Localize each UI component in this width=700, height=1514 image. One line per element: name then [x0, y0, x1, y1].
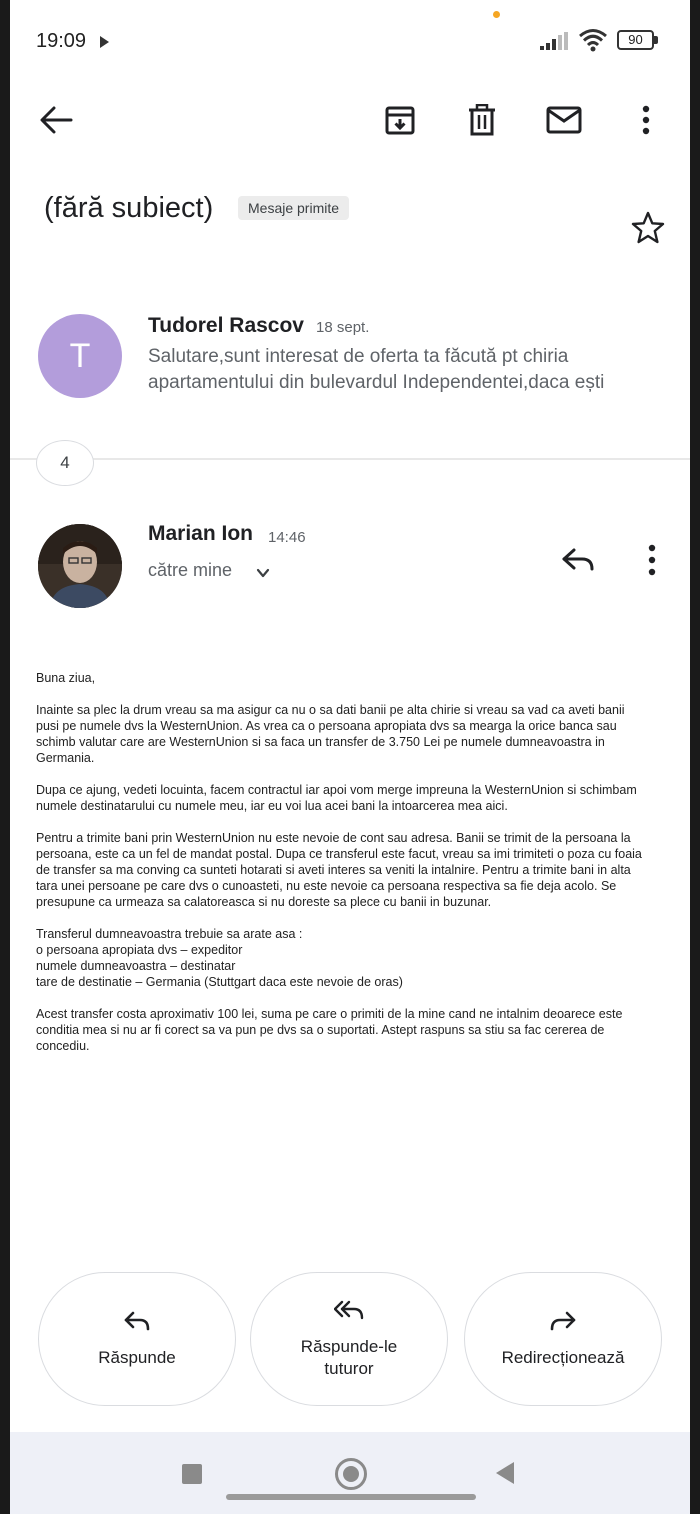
body-paragraph: Pentru a trimite bani prin WesternUnion nu este nevoie de cont sau adresa. Banii se trimit de la persoana la persoana, este ca un fel de mandat postal. Dupa ce transferul este facut, vreau sa imi trimiteti o poza cu foaia de transfer sa ma conving ca sunteti hotarati si aveti interes sa veniti la intalnire. Pentru a trimite bani in alta tara unei persoane pe care dvs o cunoasteti, nu este nevoie ca persoana respectiva sa fie deja acolo. Se presupune ca urmeaza sa calatoreasca si nu doreste sa plece cu banii in buzunar. — [36, 831, 642, 909]
reply-label: Răspunde — [98, 1348, 176, 1367]
reply-icon — [122, 1309, 152, 1335]
reply-all-button[interactable] — [250, 1272, 448, 1406]
body-paragraph: Buna ziua, — [36, 671, 96, 685]
delete-icon[interactable] — [462, 100, 502, 140]
recents-icon[interactable] — [182, 1464, 202, 1484]
recipient-line[interactable]: către mine — [148, 560, 233, 580]
mark-unread-icon[interactable] — [544, 100, 584, 140]
hidden-messages-count[interactable]: 4 — [36, 440, 94, 486]
body-paragraph: Acest transfer costa aproximativ 100 lei, suma pe care o primiti de la mine cand ne intalnim deoarece este conditia mea si nu ar fi corect sa va pun pe dvs sa o suportati. Astept raspuns sa stiu sa fac cererea de concediu. — [36, 1007, 623, 1053]
email-body — [36, 670, 648, 1070]
play-icon — [100, 36, 109, 48]
privacy-indicator-dot — [493, 11, 500, 18]
battery-icon — [617, 30, 659, 50]
status-bar — [10, 0, 690, 84]
reply-all-label: Răspunde-le tuturor — [300, 1337, 398, 1378]
sender-avatar[interactable]: T — [38, 314, 122, 398]
collapsed-divider — [10, 458, 690, 460]
email-screen — [10, 0, 690, 1514]
sender-name[interactable]: Marian Ion — [148, 522, 254, 545]
reply-button[interactable] — [38, 1272, 236, 1406]
chevron-down-icon[interactable] — [256, 566, 270, 580]
message-snippet[interactable]: Salutare,sunt interesat de oferta ta făcută pt chiria apartamentului din bulevardul Independentei,daca ești — [148, 346, 605, 393]
email-subject: (fără subiect) — [44, 192, 214, 224]
battery-level: 90 — [617, 30, 654, 50]
body-paragraph: Transferul dumneavoastra trebuie sa arate asa : o persoana apropiata dvs – expeditor numele dumneavoastra – destinatar tare de destinatie – Germania (Stuttgart daca este nevoie de oras) — [36, 927, 403, 989]
signal-icon — [540, 32, 570, 50]
message-more-icon[interactable] — [638, 540, 666, 580]
inbox-label-chip[interactable]: Mesaje primite — [238, 196, 349, 220]
sender-name[interactable]: Tudorel Rascov — [148, 314, 304, 337]
forward-label: Redirecționează — [501, 1348, 625, 1367]
reply-all-icon — [334, 1298, 364, 1324]
status-time: 19:09 — [36, 30, 87, 52]
body-paragraph: Inainte sa plec la drum vreau sa ma asigur ca nu o sa dati banii pe alta chirie si vreau sa vad ca aveti banii pusi pe numele dvs la WesternUnion. As vrea ca o persoana apropiata dvs sa mearga la orice banca sau schimb valutar care are WesternUnion si sa faca un transfer de 3.750 Lei pe numele dumneavoastra in Germania. — [36, 703, 625, 765]
message-date: 18 sept. — [316, 319, 370, 336]
sender-avatar-photo[interactable] — [38, 524, 122, 608]
home-icon[interactable] — [335, 1458, 367, 1490]
star-icon[interactable] — [630, 210, 666, 246]
body-paragraph: Dupa ce ajung, vedeti locuinta, facem contractul iar apoi vom merge impreuna la WesternUnion si schimbam numele destinatarului cu numele meu, iar eu voi lua acei bani la intoarcerea mea aici. — [36, 783, 637, 813]
reply-icon[interactable] — [558, 540, 598, 580]
archive-icon[interactable] — [380, 100, 420, 140]
nav-back-icon[interactable] — [496, 1462, 514, 1484]
toolbar — [10, 90, 690, 150]
forward-icon — [548, 1309, 578, 1335]
system-nav-bar — [10, 1432, 690, 1514]
gesture-handle[interactable] — [226, 1494, 476, 1500]
forward-button[interactable] — [464, 1272, 662, 1406]
message-time: 14:46 — [268, 529, 306, 546]
wifi-icon — [578, 28, 608, 52]
more-vert-icon[interactable] — [626, 100, 666, 140]
back-arrow-icon[interactable] — [36, 100, 76, 140]
